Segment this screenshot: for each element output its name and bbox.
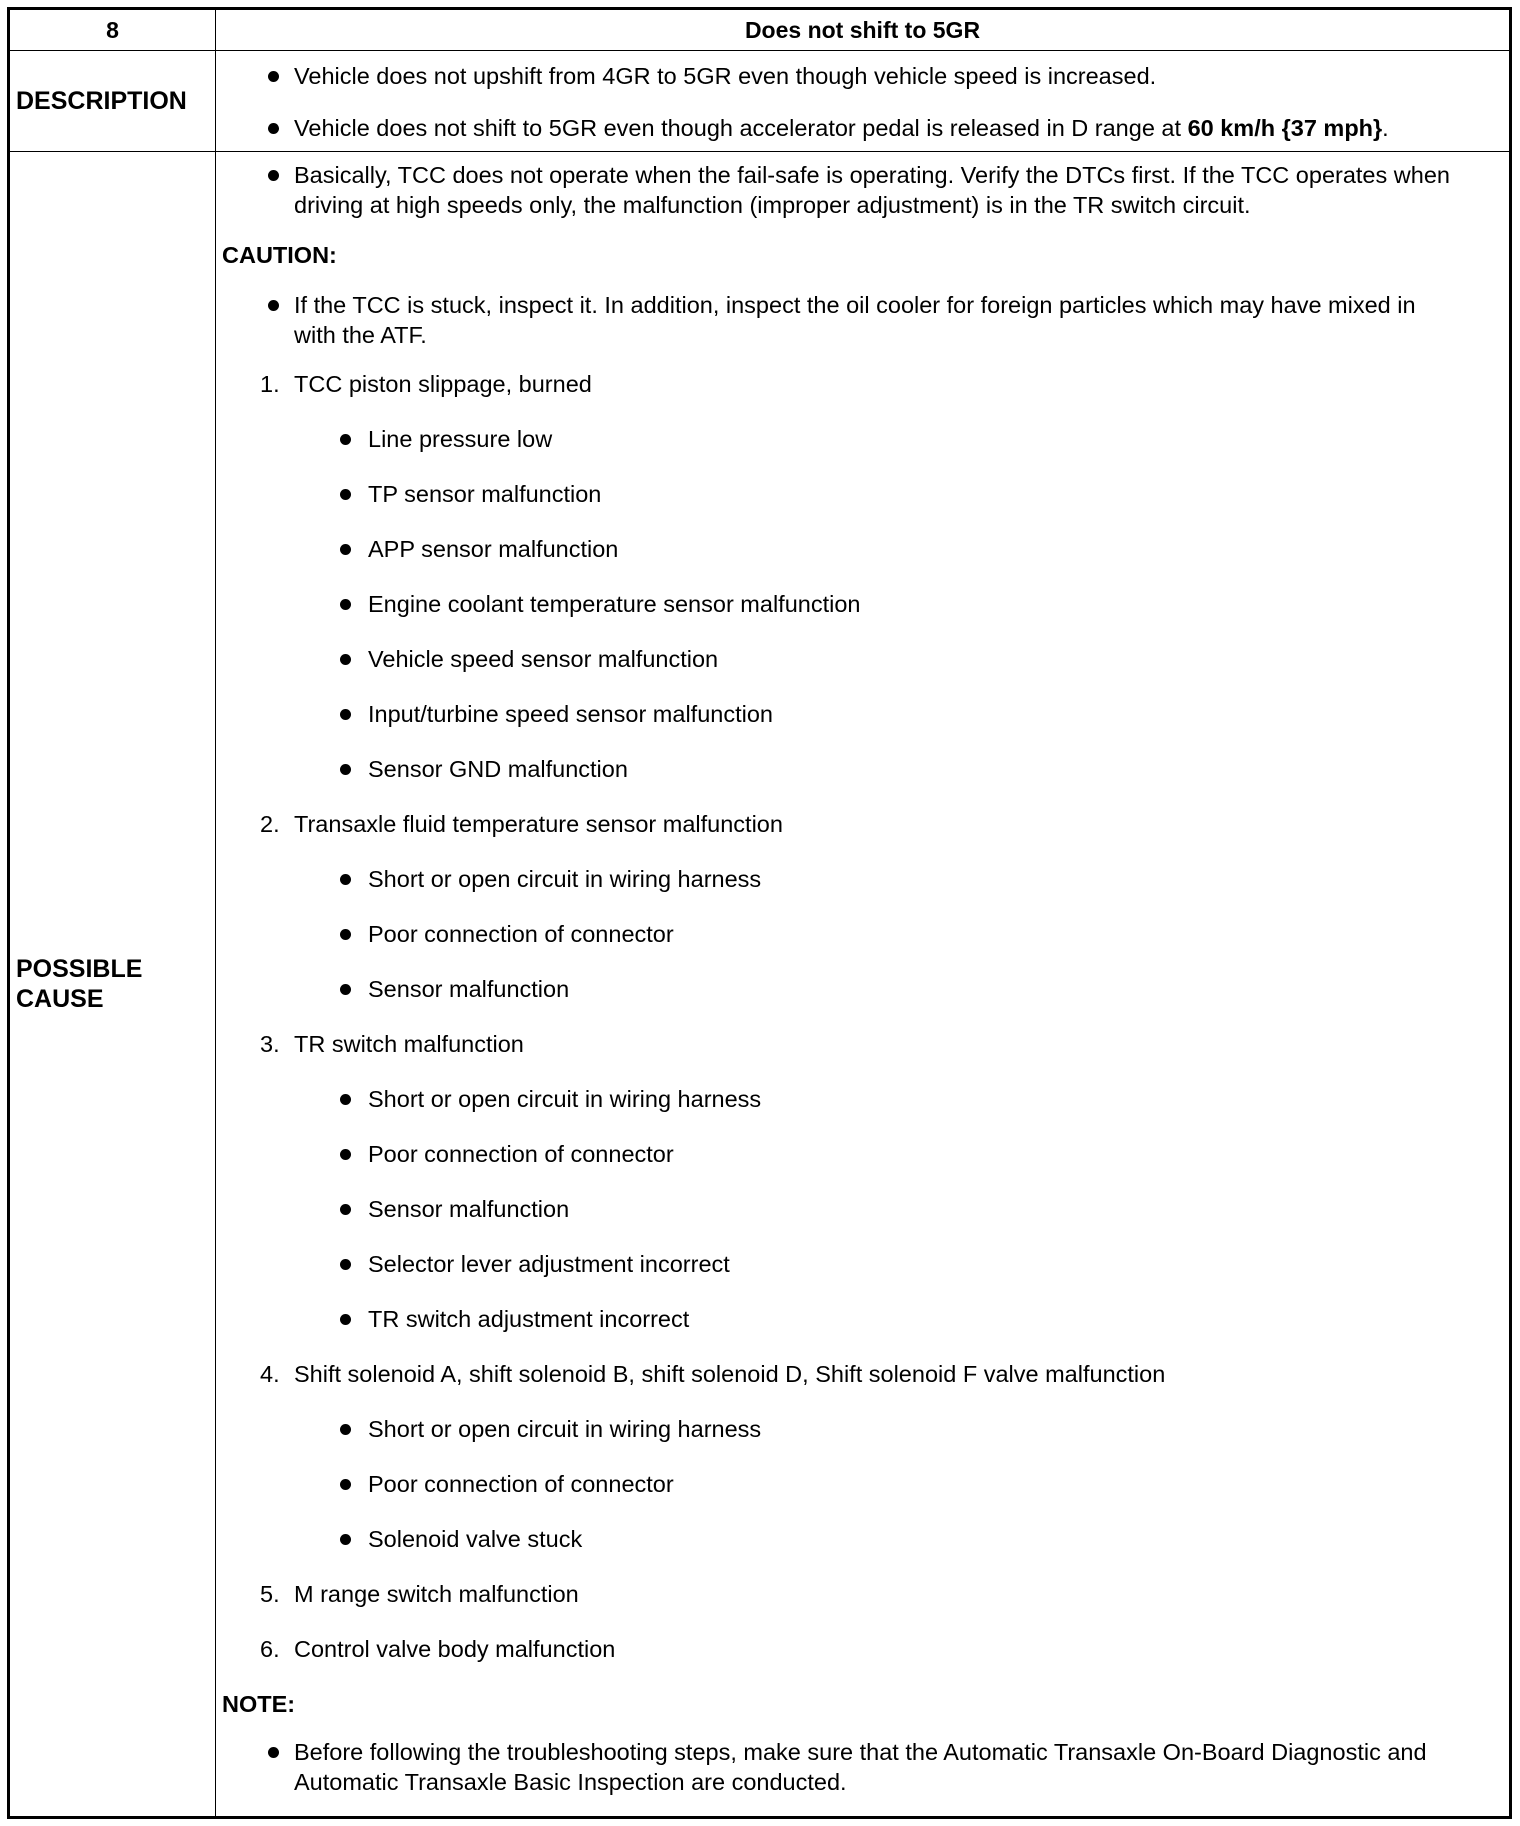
cause-number: 2. — [260, 811, 280, 837]
sub-cause-item: Short or open circuit in wiring harness — [222, 1414, 1459, 1444]
caution-label: CAUTION: — [222, 242, 337, 268]
cause-item — [222, 369, 1459, 399]
sub-cause-item: Poor connection of connector — [222, 1469, 1459, 1499]
description-item: Vehicle does not upshift from 4GR to 5GR even though vehicle speed is increased. — [222, 61, 1459, 91]
possible-cause-label: POSSIBLE CAUSE — [10, 152, 216, 1817]
sub-cause-item: Vehicle speed sensor malfunction — [222, 644, 1459, 674]
sub-cause-item: Sensor malfunction — [222, 1194, 1459, 1224]
description-label: DESCRIPTION — [10, 51, 216, 152]
note-item: Before following the troubleshooting steps, make sure that the Automatic Transaxle On-Board Diagnostic and Automatic Transaxle Basic Inspection are conducted. — [222, 1737, 1459, 1797]
sub-cause-item: Poor connection of connector — [222, 919, 1459, 949]
cause-text: Control valve body malfunction — [294, 1636, 616, 1662]
cause-text: Transaxle fluid temperature sensor malfunction — [294, 811, 783, 837]
possible-cause-row — [10, 152, 1510, 1817]
description-row — [10, 51, 1510, 152]
sub-cause-item: Input/turbine speed sensor malfunction — [222, 699, 1459, 729]
sub-cause-item: Line pressure low — [222, 424, 1459, 454]
cause-number: 5. — [260, 1581, 280, 1607]
sub-cause-item: Sensor malfunction — [222, 974, 1459, 1004]
cause-number: 1. — [260, 371, 280, 397]
sub-cause-item: Selector lever adjustment incorrect — [222, 1249, 1459, 1279]
caution-item: If the TCC is stuck, inspect it. In addition, inspect the oil cooler for foreign particles which may have mixed in with the ATF. — [222, 290, 1459, 350]
sub-cause-item: Sensor GND malfunction — [222, 754, 1459, 784]
cause-text: TR switch malfunction — [294, 1031, 524, 1057]
sub-cause-item: TR switch adjustment incorrect — [222, 1304, 1459, 1334]
cause-item — [222, 1579, 1459, 1609]
cause-item — [222, 1359, 1459, 1389]
cause-item — [222, 1029, 1459, 1059]
cause-item — [222, 809, 1459, 839]
sub-cause-item: Short or open circuit in wiring harness — [222, 1084, 1459, 1114]
sub-cause-item: Short or open circuit in wiring harness — [222, 864, 1459, 894]
description-item: Vehicle does not shift to 5GR even though accelerator pedal is released in D range at 60 km/h {37 mph}. — [222, 113, 1459, 143]
sub-cause-item: TP sensor malfunction — [222, 479, 1459, 509]
cause-item — [222, 1634, 1459, 1664]
cause-number: 3. — [260, 1031, 280, 1057]
speed-value: 60 km/h {37 mph} — [1187, 115, 1383, 141]
troubleshooting-table — [9, 9, 1510, 1817]
description-content — [216, 51, 1510, 152]
cause-text: M range switch malfunction — [294, 1581, 579, 1607]
cause-text: Shift solenoid A, shift solenoid B, shift solenoid D, Shift solenoid F valve malfunction — [294, 1361, 1166, 1387]
possible-cause-content — [216, 152, 1510, 1817]
sub-cause-item: APP sensor malfunction — [222, 534, 1459, 564]
note-label: NOTE: — [222, 1691, 296, 1717]
sub-cause-item: Solenoid valve stuck — [222, 1524, 1459, 1554]
cause-number: 6. — [260, 1636, 280, 1662]
item-number: 8 — [10, 10, 216, 51]
header-row — [10, 10, 1510, 51]
troubleshooting-sheet — [7, 7, 1512, 1819]
sub-cause-item: Engine coolant temperature sensor malfunction — [222, 589, 1459, 619]
cause-list — [222, 369, 1459, 1664]
sub-cause-item: Poor connection of connector — [222, 1139, 1459, 1169]
intro-item: Basically, TCC does not operate when the fail-safe is operating. Verify the DTCs first. If the TCC operates when driving at high speeds only, the malfunction (improper adjustment) is in the TR switch circuit. — [222, 160, 1459, 220]
cause-text: TCC piston slippage, burned — [294, 371, 592, 397]
symptom-title: Does not shift to 5GR — [216, 10, 1510, 51]
cause-number: 4. — [260, 1361, 280, 1387]
